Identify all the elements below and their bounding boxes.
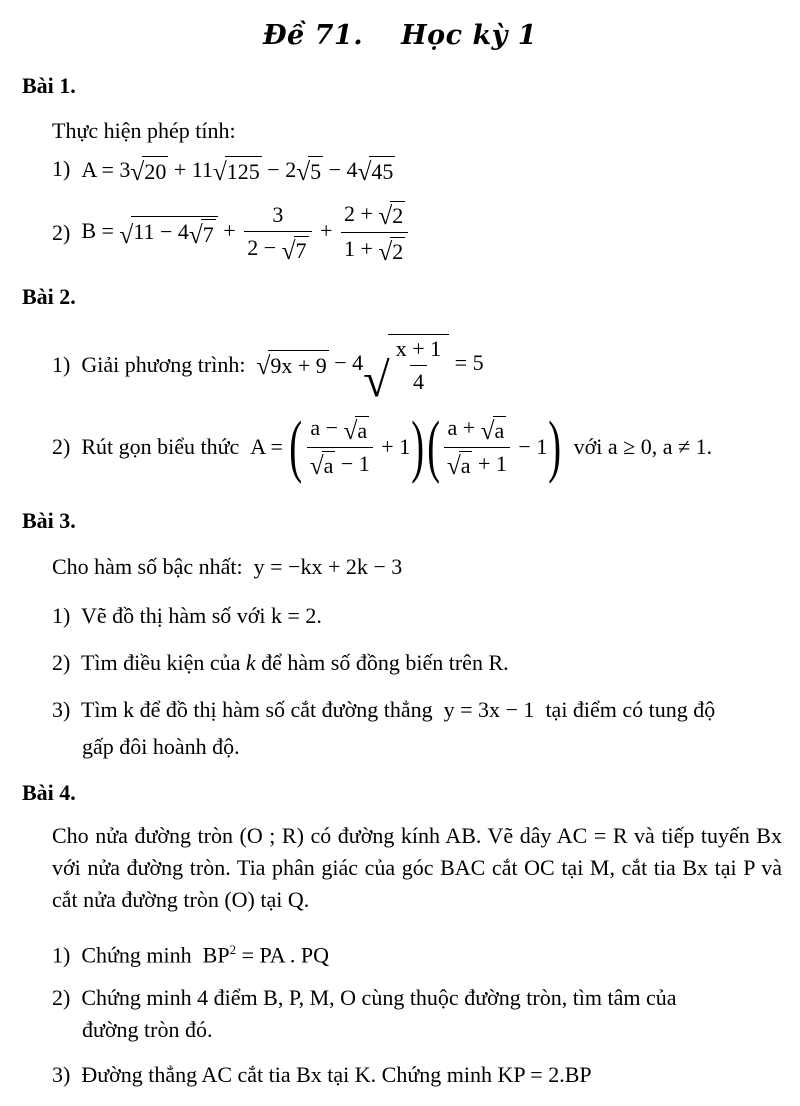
radicand: 125: [225, 156, 262, 187]
denominator: [444, 447, 510, 480]
numerator: [444, 414, 509, 446]
bai3-p1-label: 1): [52, 603, 71, 628]
radical: √7: [281, 236, 307, 265]
math-term: B =: [81, 218, 120, 243]
radical: √9x + 9: [256, 351, 327, 380]
bai2-p2-expression: [250, 408, 562, 485]
bai3-intro-function: y = −kx + 2k − 3: [253, 554, 403, 579]
fraction: [341, 200, 408, 266]
math-term: 1 +: [343, 236, 379, 262]
radical: √a: [309, 451, 334, 480]
numerator: x + 1: [395, 336, 442, 361]
radicand: 7: [295, 237, 307, 263]
math-term: − 2: [261, 156, 297, 182]
denominator: [341, 232, 408, 265]
fraction: [244, 201, 311, 264]
bai1-heading: Bài 1.: [22, 73, 76, 98]
bai1-intro: Thực hiện phép tính:: [52, 118, 236, 143]
radicand: 45: [369, 156, 395, 187]
math-term: − 1: [335, 450, 370, 476]
radicand: a: [323, 452, 334, 478]
bai3-intro-text: Cho hàm số bậc nhất:: [52, 554, 243, 579]
fraction: [307, 414, 373, 480]
bai3-p2-text-end: để hàm số đồng biến trên R.: [255, 650, 509, 675]
math-term: 2 −: [247, 235, 282, 261]
bai2-heading: Bài 2.: [22, 284, 76, 309]
bai4-intro: Cho nửa đường tròn (O ; R) có đường kính AB. Vẽ dây AC = R và tiếp tuyến Bx với nửa đường tròn. Tia phân giác của góc BAC cắt OC tại M, cắt tia Bx tại P và cắt nửa đường tròn (O) tại Q.: [52, 823, 782, 912]
bai3-heading: Bài 3.: [22, 508, 76, 533]
math-term: 2 +: [343, 201, 379, 226]
page-title: [0, 20, 800, 51]
bai1-p1-label: 1): [52, 156, 71, 181]
math-term: − 4: [328, 350, 364, 376]
radicand: 7: [201, 219, 216, 250]
bai3-problem-1: [52, 601, 322, 631]
radical: √2: [378, 237, 404, 266]
bai2-p1-label: 1): [52, 352, 71, 377]
bai3-p2-variable-k: k: [245, 650, 256, 675]
radical: √20: [130, 158, 167, 187]
radical: √5: [296, 158, 322, 187]
math-term: A = 3: [81, 156, 131, 182]
bai1-problem-2: [52, 200, 411, 266]
denominator: 4: [410, 365, 427, 396]
left-paren: (: [289, 408, 303, 485]
math-term: + 1: [472, 450, 507, 476]
radical: √125: [212, 158, 260, 187]
math-term: − 1: [512, 434, 548, 459]
radicand: a: [357, 417, 368, 443]
radical: √a: [480, 416, 505, 445]
bai3-problem-3-cont: gấp đôi hoành độ.: [82, 734, 240, 759]
bai2-problem-1: [52, 334, 484, 407]
bai3-p1-text: Vẽ đồ thị hàm số với k = 2.: [80, 603, 322, 628]
right-paren: ): [548, 408, 562, 485]
bai1-problem-1: [52, 154, 395, 187]
radical: √11 − 4√7: [119, 216, 217, 249]
bai2-p2-text: Rút gọn biểu thức: [81, 434, 240, 459]
radicand: [388, 334, 449, 396]
fraction: [393, 335, 444, 396]
bai2-p2-condition: với a ≥ 0, a ≠ 1.: [573, 434, 713, 459]
bai3-problem-2: [52, 648, 509, 678]
math-term: a +: [447, 415, 481, 441]
bai4-p2-label: 2): [52, 985, 71, 1010]
bai4-p1-text: Chứng minh: [81, 942, 192, 968]
bai4-heading: Bài 4.: [22, 780, 76, 805]
math-term: +: [217, 218, 242, 243]
left-paren: (: [426, 408, 440, 485]
radicand: a: [460, 452, 471, 478]
radicand: 9x + 9: [268, 350, 328, 381]
denominator: [307, 447, 373, 480]
math-term: + 11: [168, 156, 213, 182]
math-term: + 1: [375, 434, 411, 459]
radical: √ $\frac{x + 1}{4}$: [363, 334, 449, 396]
radicand: 5: [308, 156, 323, 187]
bai2-p1-text: Giải phương trình:: [81, 352, 246, 377]
math-term: a −: [310, 415, 344, 441]
bai3-p2-label: 2): [52, 650, 71, 675]
radical: √2: [378, 202, 404, 231]
math-term: BP: [202, 942, 230, 968]
bai1-p2-expression: [81, 200, 411, 266]
bai4-problem-1: [52, 935, 329, 970]
bai3-p2-text: Tìm điều kiện của: [80, 650, 246, 675]
bai4-p1-label: 1): [52, 942, 71, 968]
bai4-problem-3: [52, 1060, 592, 1090]
radical: √a: [446, 451, 471, 480]
radical: √a: [343, 416, 368, 445]
math-term: A =: [250, 434, 289, 459]
radicand: a: [494, 417, 505, 443]
radicand: 20: [142, 156, 168, 187]
bai3-p3-text-end: tại điểm có tung độ: [545, 697, 716, 722]
bai2-p1-expression: [256, 334, 484, 407]
fraction: [444, 414, 510, 480]
math-term: +: [314, 218, 338, 243]
math-term: = 5: [449, 350, 484, 376]
math-term: = PA . PQ: [236, 942, 329, 968]
radical: √7: [188, 220, 214, 249]
title-exam-number: Đề 71.: [262, 20, 364, 51]
bai3-problem-3: [52, 695, 715, 725]
math-term: − 4: [323, 156, 358, 182]
bai3-p3-line-equation: y = 3x − 1: [443, 697, 535, 722]
bai4-p3-text: Đường thẳng AC cắt tia Bx tại K. Chứng minh KP = 2.BP: [81, 1062, 592, 1087]
bai1-p2-label: 2): [52, 219, 71, 245]
bai3-p3-text: Tìm k để đồ thị hàm số cắt đường thẳng: [80, 697, 433, 722]
exponent: 2: [229, 942, 237, 957]
bai3-p3-label: 3): [52, 697, 71, 722]
bai4-problem-2-cont: đường tròn đó.: [82, 1017, 213, 1042]
bai3-intro: [52, 552, 402, 582]
right-paren: ): [411, 408, 425, 485]
bai4-p3-label: 3): [52, 1062, 71, 1087]
denominator: [244, 231, 311, 264]
title-semester: Học kỳ 1: [401, 20, 538, 51]
math-term: 11 − 4: [133, 219, 189, 245]
numerator: 3: [272, 202, 284, 228]
numerator: [307, 414, 372, 446]
bai1-p1-expression: [81, 155, 395, 187]
numerator: [341, 200, 408, 232]
bai2-p2-label: 2): [52, 434, 71, 459]
radicand: 2: [392, 203, 404, 229]
radicand: 2: [392, 238, 404, 264]
bai4-p2-text: Chứng minh 4 điểm B, P, M, O cùng thuộc đường tròn, tìm tâm của: [81, 985, 677, 1010]
radicand: [131, 216, 217, 249]
bai4-problem-2: [52, 983, 677, 1013]
radical: √45: [357, 158, 394, 187]
bai2-problem-2: [52, 408, 713, 485]
